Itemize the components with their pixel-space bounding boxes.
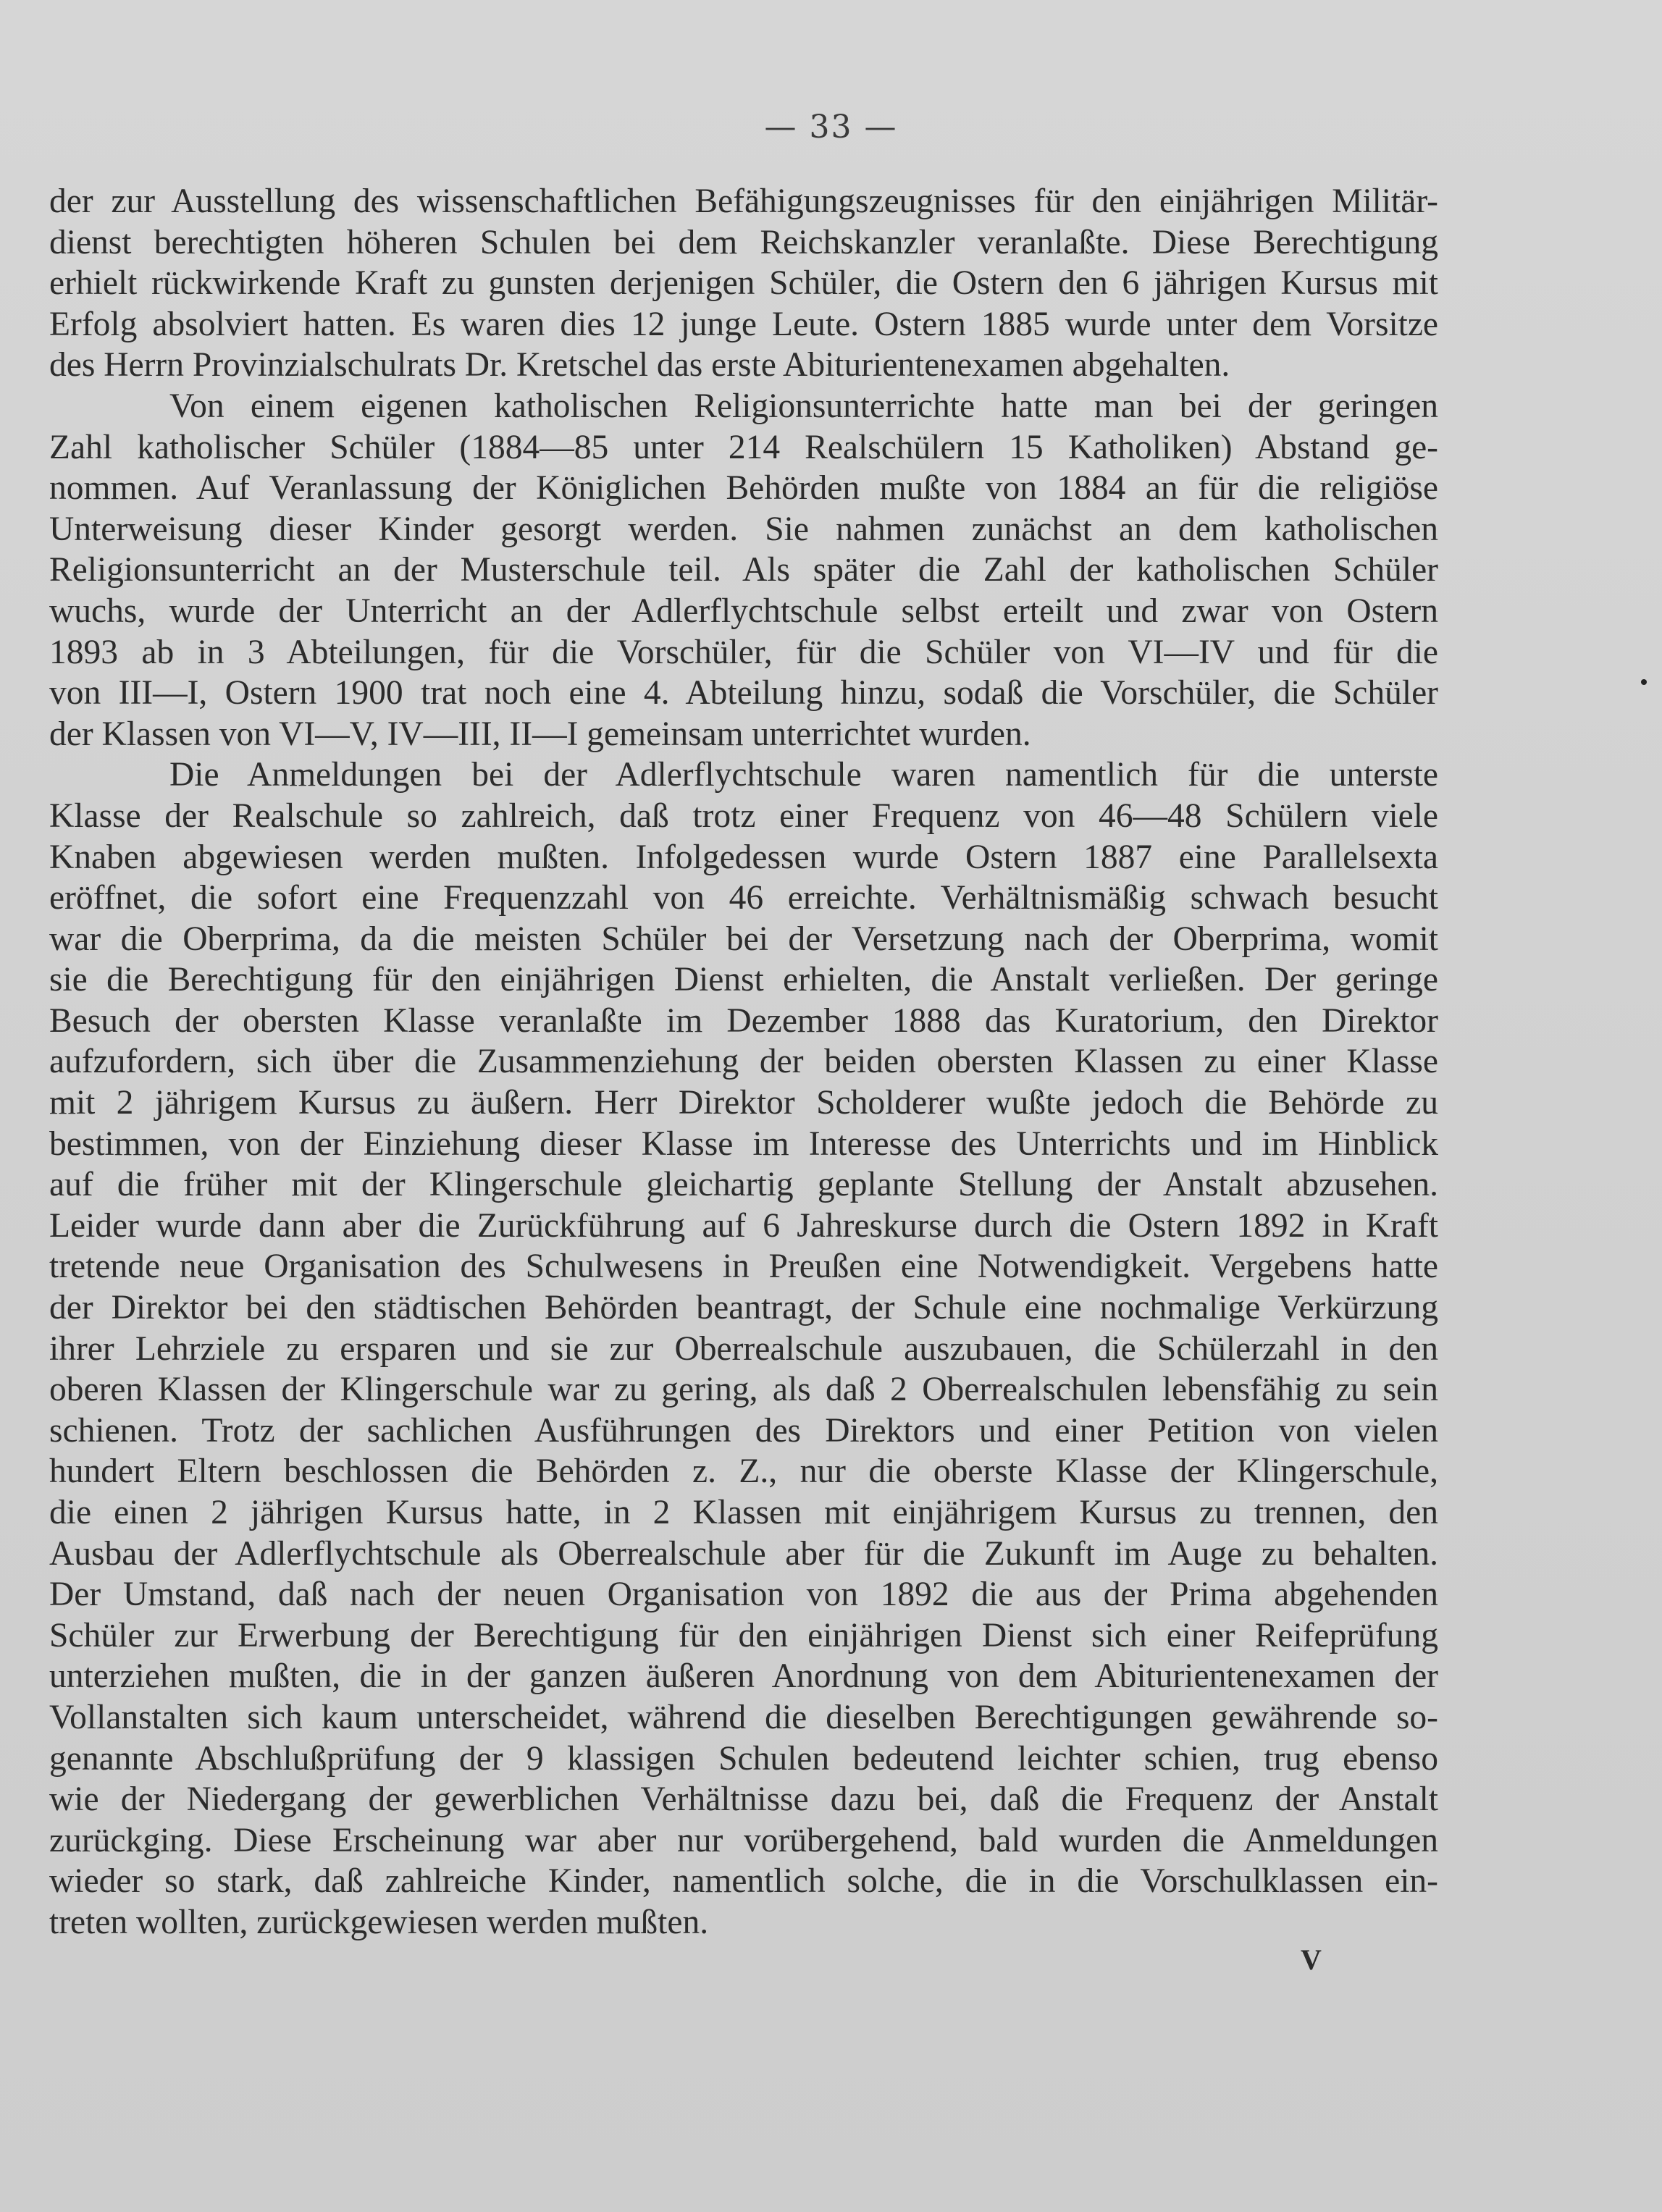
- text-line: genannte Abschlußprüfung der 9 klassigen Schulen bedeutend leichter schien, trug ebenso: [49, 1739, 1438, 1778]
- text-line: eröffnet, die sofort eine Frequenzzahl von 46 erreichte. Verhältnismäßig schwach besucht: [49, 879, 1438, 917]
- margin-dot: [1641, 679, 1647, 685]
- text-line: Von einem eigenen katholischen Religionsunterrichte hatte man bei der geringen: [169, 387, 1438, 425]
- text-line: Klasse der Realschule so zahlreich, daß trotz einer Frequenz von 46—48 Schülern viele: [49, 796, 1438, 835]
- text-line: bestimmen, von der Einziehung dieser Klasse im Interesse des Unterrichts und im Hinblick: [49, 1124, 1438, 1163]
- text-line: auf die früher mit der Klingerschule gleichartig geplante Stellung der Anstalt abzusehen.: [49, 1166, 1438, 1204]
- text-line: Erfolg absolviert hatten. Es waren dies 12 junge Leute. Ostern 1885 wurde unter dem Vorsitze: [49, 305, 1438, 343]
- text-line: Besuch der obersten Klasse veranlaßte im Dezember 1888 das Kuratorium, den Direktor: [49, 1001, 1438, 1040]
- text-line: von III—I, Ostern 1900 trat noch eine 4. Abteilung hinzu, sodaß die Vorschüler, die Schüler: [49, 674, 1438, 712]
- text-line: nommen. Auf Veranlassung der Königlichen Behörden mußte von 1884 an für die religiöse: [49, 469, 1438, 508]
- body-text: [49, 181, 1438, 1943]
- text-line: sie die Berechtigung für den einjährigen Dienst erhielten, die Anstalt verließen. Der geringe: [49, 961, 1438, 999]
- text-line: Ausbau der Adlerflychtschule als Oberrealschule aber für die Zukunft im Auge zu behalten.: [49, 1534, 1438, 1573]
- text-line: wuchs, wurde der Unterricht an der Adlerflychtschule selbst erteilt und zwar von Ostern: [49, 592, 1438, 630]
- text-line: mit 2 jährigem Kursus zu äußern. Herr Direktor Scholderer wußte jedoch die Behörde zu: [49, 1084, 1438, 1122]
- text-line: aufzufordern, sich über die Zusammenziehung der beiden obersten Klassen zu einer Klasse: [49, 1043, 1438, 1081]
- text-line: die einen 2 jährigen Kursus hatte, in 2 Klassen mit einjährigem Kursus zu trennen, den: [49, 1494, 1438, 1531]
- text-line: wie der Niedergang der gewerblichen Verhältnisse dazu bei, daß die Frequenz der Anstalt: [49, 1780, 1438, 1819]
- text-line: treten wollten, zurückgewiesen werden mußten.: [49, 1903, 709, 1941]
- text-line: zurückging. Diese Erscheinung war aber nur vorübergehend, bald wurden die Anmeldungen: [49, 1821, 1438, 1859]
- text-line: Leider wurde dann aber die Zurückführung auf 6 Jahreskurse durch die Ostern 1892 in Kraft: [49, 1206, 1438, 1245]
- text-line: Unterweisung dieser Kinder gesorgt werden. Sie nahmen zunächst an dem katholischen: [49, 510, 1438, 548]
- text-line: oberen Klassen der Klingerschule war zu gering, als daß 2 Oberrealschulen lebensfähig zu sein: [49, 1371, 1438, 1409]
- text-line: wieder so stark, daß zahlreiche Kinder, namentlich solche, die in die Vorschulklassen ein-: [49, 1862, 1438, 1901]
- text-line: war die Oberprima, da die meisten Schüler bei der Versetzung nach der Oberprima, womit: [49, 920, 1438, 958]
- text-line: der Klassen von VI—V, IV—III, II—I gemeinsam unterrichtet wurden.: [49, 715, 1031, 753]
- text-line: der Direktor bei den städtischen Behörden beantragt, der Schule eine nochmalige Verkürzung: [49, 1289, 1438, 1327]
- text-line: des Herrn Provinzialschulrats Dr. Kretschel das erste Abiturientenexamen abgehalten.: [49, 346, 1230, 384]
- text-line: Der Umstand, daß nach der neuen Organisation von 1892 die aus der Prima abgehenden: [49, 1576, 1438, 1614]
- text-line: ihrer Lehrziele zu ersparen und sie zur Oberrealschule auszubauen, die Schülerzahl in den: [49, 1329, 1438, 1368]
- text-line: tretende neue Organisation des Schulwesens in Preußen eine Notwendigkeit. Vergebens hatte: [49, 1248, 1438, 1286]
- text-line: schienen. Trotz der sachlichen Ausführungen des Direktors und einer Petition von vielen: [49, 1411, 1438, 1450]
- text-line: der zur Ausstellung des wissenschaftlichen Befähigungszeugnisses für den einjährigen Militär-: [49, 182, 1438, 220]
- text-line: Knaben abgewiesen werden mußten. Infolgedessen wurde Ostern 1887 eine Parallelsexta: [49, 838, 1438, 876]
- text-line: 1893 ab in 3 Abteilungen, für die Vorschüler, für die Schüler von VI—IV und für die: [49, 633, 1438, 671]
- text-line: Religionsunterricht an der Musterschule teil. Als später die Zahl der katholischen Schüler: [49, 551, 1438, 589]
- text-line: hundert Eltern beschlossen die Behörden z. Z., nur die oberste Klasse der Klingerschule,: [49, 1452, 1438, 1491]
- text-line: unterziehen mußten, die in der ganzen äußeren Anordnung von dem Abiturientenexamen der: [49, 1657, 1438, 1696]
- signature-mark: V: [1301, 1943, 1322, 1976]
- text-line: Zahl katholischer Schüler (1884—85 unter 214 Realschülern 15 Katholiken) Abstand ge-: [49, 428, 1438, 466]
- text-line: Die Anmeldungen bei der Adlerflychtschule waren namentlich für die unterste: [169, 756, 1438, 794]
- text-line: Vollanstalten sich kaum unterscheidet, während die dieselben Berechtigungen gewährende so-: [49, 1698, 1438, 1736]
- page-number: — 33 —: [764, 109, 898, 146]
- text-line: erhielt rückwirkende Kraft zu gunsten derjenigen Schüler, die Ostern den 6 jährigen Kursus mit: [49, 264, 1438, 303]
- text-line: Schüler zur Erwerbung der Berechtigung für den einjährigen Dienst sich einer Reifeprüfung: [49, 1616, 1438, 1654]
- text-line: dienst berechtigten höheren Schulen bei dem Reichskanzler veranlaßte. Diese Berechtigung: [49, 223, 1438, 261]
